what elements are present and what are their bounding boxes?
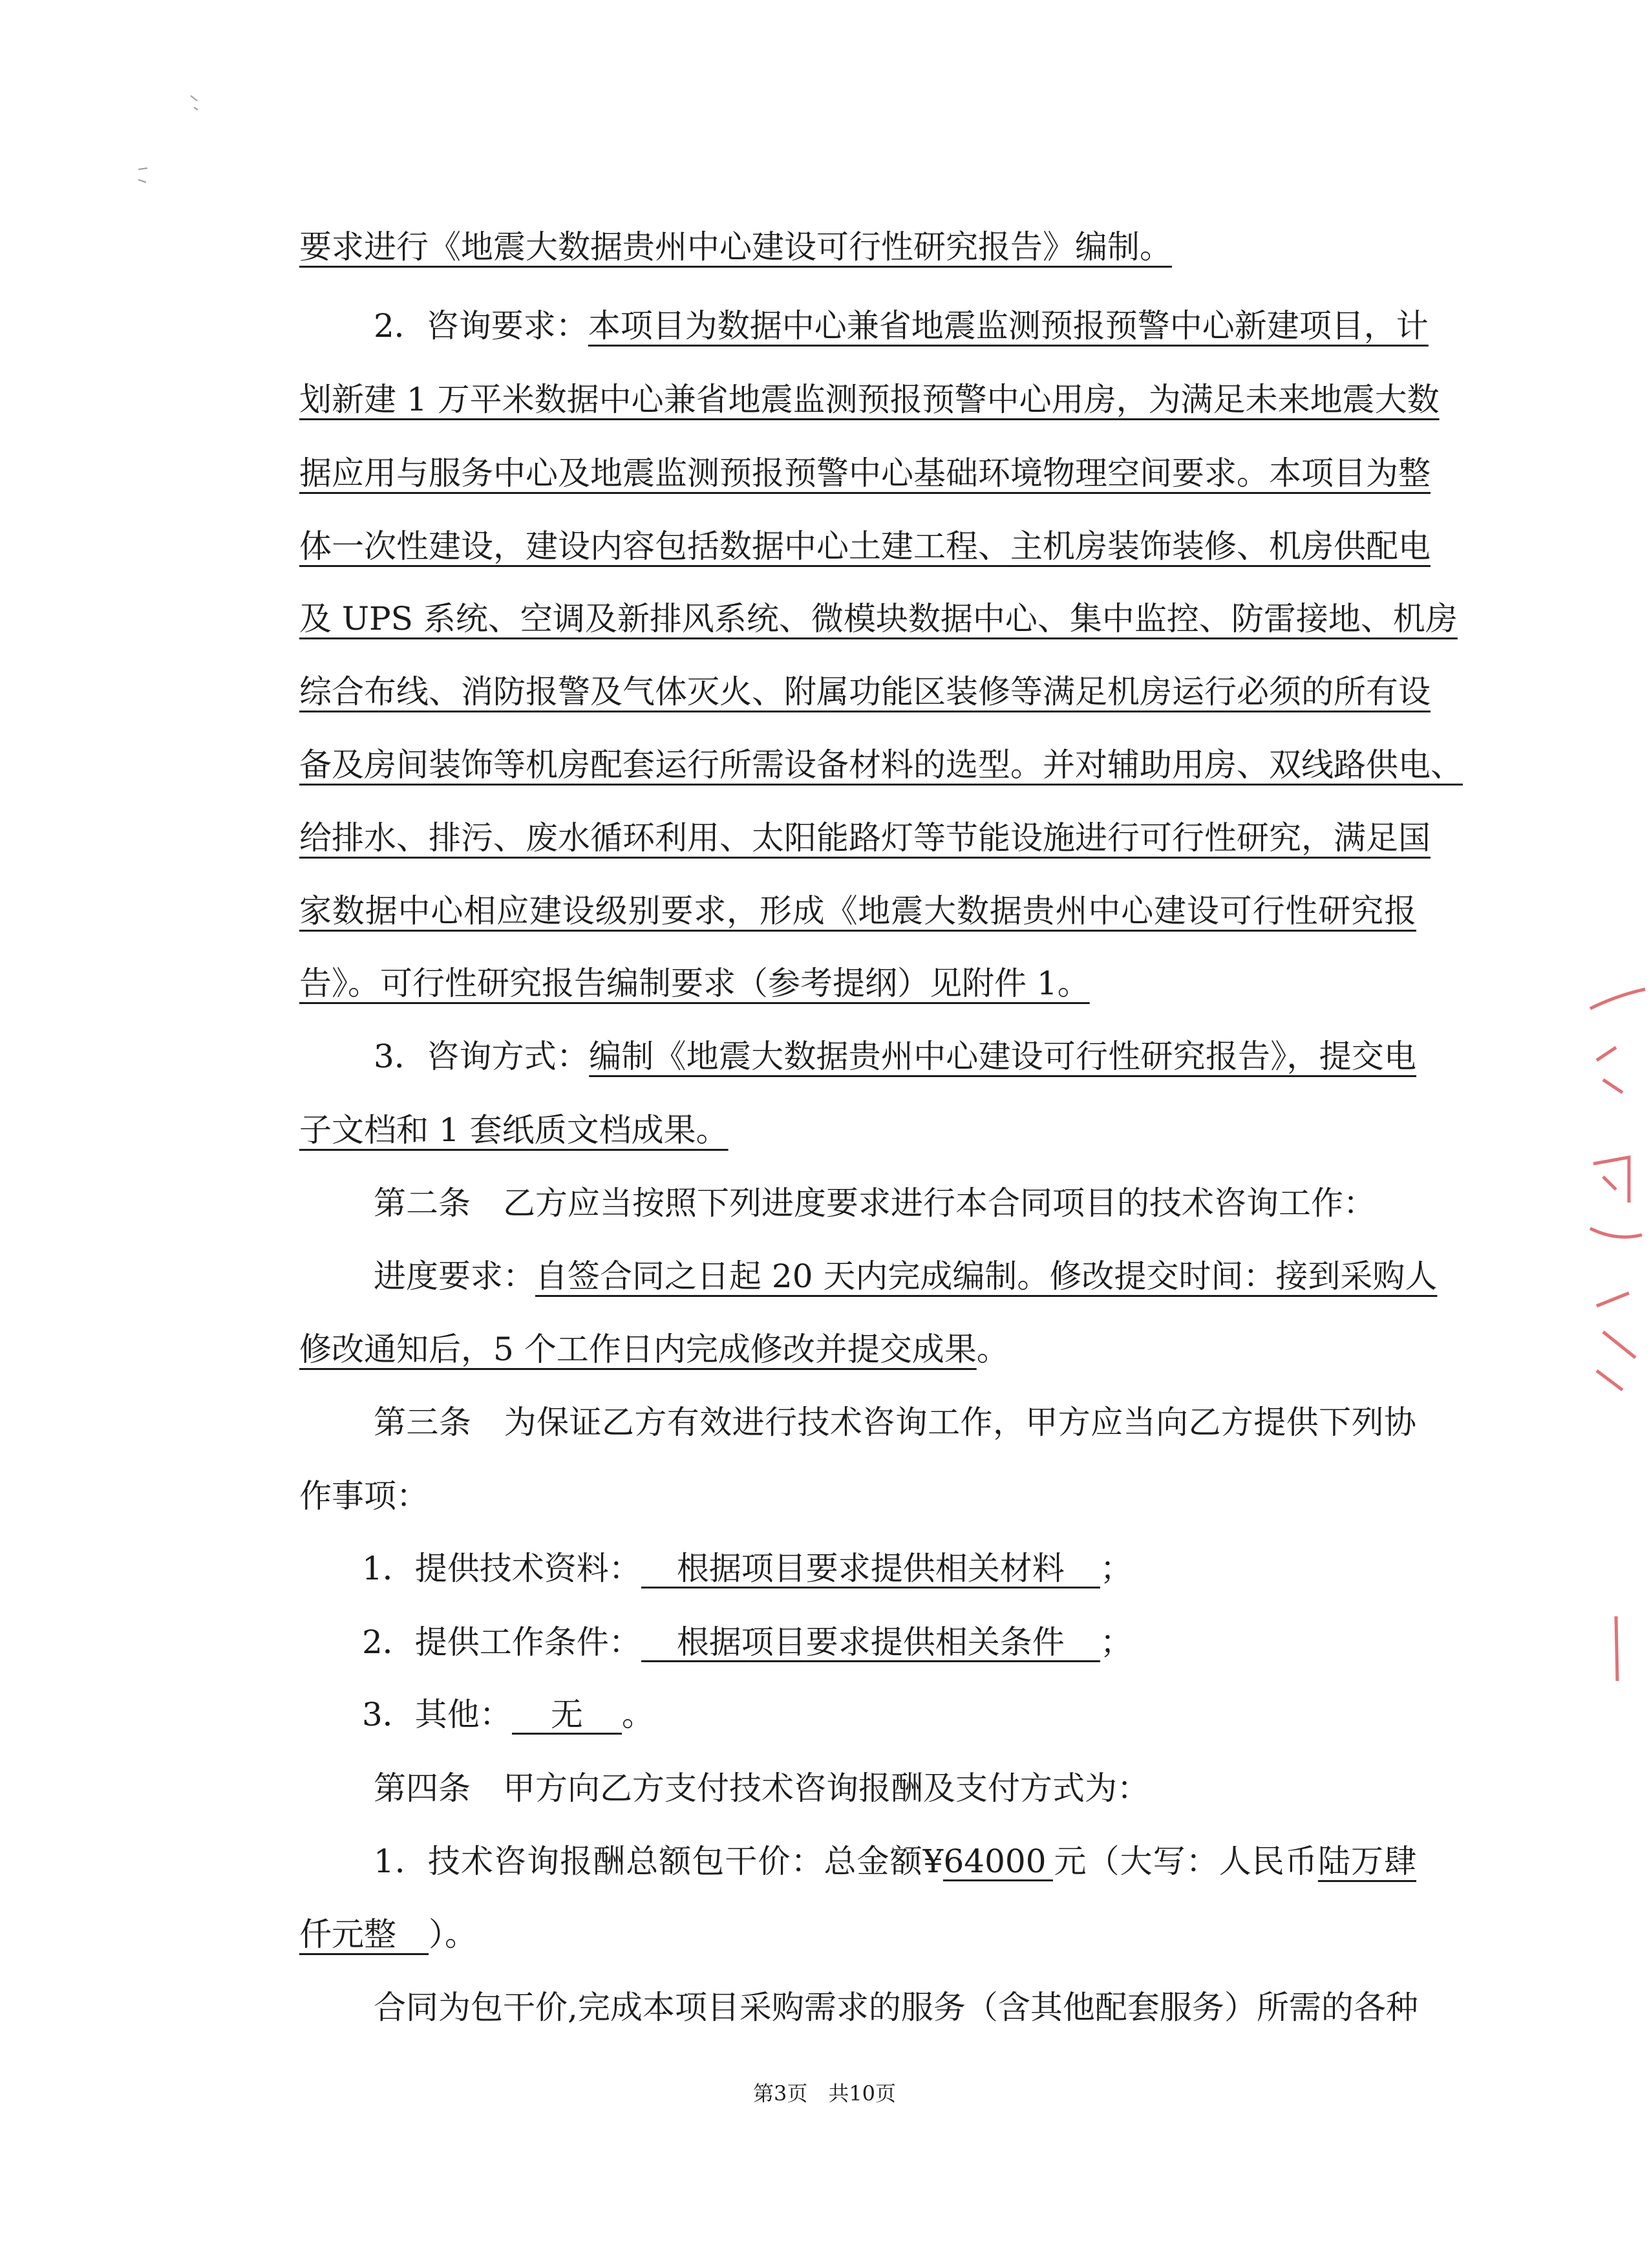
article-2-heading: 第二条 乙方应当按照下列进度要求进行本合同项目的技术咨询工作： [374, 1184, 1376, 1222]
paragraph-line-06: 及 UPS 系统、空调及新排风系统、微模块数据中心、集中监控、防雷接地、机房 [299, 600, 1458, 637]
red-seal-stamp-edge [1577, 970, 1649, 1746]
paragraph-line-03: 划新建 1 万平米数据中心兼省地震监测预报预警中心用房，为满足未来地震大数 [299, 381, 1440, 418]
paragraph-line-23: 1．技术咨询报酬总额包干价：总金额¥64000 元（大写：人民币陆万肆 [374, 1843, 1417, 1880]
item-technical-materials: 1．提供技术资料： 根据项目要求提供相关材料 ； [362, 1550, 1133, 1587]
paragraph-line-11: 告》。可行性研究报告编制要求（参考提纲）见附件 1。 [299, 965, 1090, 1002]
paragraph-line-04: 据应用与服务中心及地震监测预报预警中心基础环境物理空间要求。本项目为整 [299, 455, 1431, 492]
article-3-heading: 第三条 为保证乙方有效进行技术咨询工作，甲方应当向乙方提供下列协 [374, 1404, 1416, 1441]
paragraph-line-05: 体一次性建设，建设内容包括数据中心土建工程、主机房装饰装修、机房供配电 [299, 528, 1431, 565]
paragraph-line-13: 子文档和 1 套纸质文档成果。 [299, 1111, 729, 1149]
item-other: 3．其他： 无 。 [362, 1696, 654, 1733]
paragraph-line-16: 修改通知后，5 个工作日内完成修改并提交成果。 [299, 1331, 1009, 1368]
item-working-conditions: 2．提供工作条件： 根据项目要求提供相关条件 ； [362, 1623, 1133, 1661]
paragraph-line-02: 2．咨询要求：本项目为数据中心兼省地震监测预报预警中心新建项目，计 [374, 307, 1429, 345]
paragraph-line-24: 仟元整 ）。 [299, 1916, 477, 1953]
paragraph-line-01: 要求进行《地震大数据贵州中心建设可行性研究报告》编制。 [299, 228, 1172, 266]
paragraph-line-15: 进度要求：自签合同之日起 20 天内完成编制。修改提交时间：接到采购人 [374, 1257, 1438, 1295]
paragraph-line-10: 家数据中心相应建设级别要求，形成《地震大数据贵州中心建设可行性研究报 [299, 892, 1416, 930]
paragraph-line-09: 给排水、排污、废水循环利用、太阳能路灯等节能设施进行可行性研究，满足国 [299, 819, 1431, 857]
paragraph-line-12: 3．咨询方式：编制《地震大数据贵州中心建设可行性研究报告》，提交电 [374, 1038, 1417, 1075]
paragraph-line-25: 合同为包干价,完成本项目采购需求的服务（含其他配套服务）所需的各种 [374, 1989, 1418, 2026]
paragraph-line-08: 备及房间装饰等机房配套运行所需设备材料的选型。并对辅助用房、双线路供电、 [299, 746, 1463, 784]
paragraph-line-18: 作事项： [299, 1477, 429, 1515]
page-number-footer: 第3页 共10页 [752, 2081, 897, 2106]
paragraph-line-07: 综合布线、消防报警及气体灭火、附属功能区装修等满足机房运行必须的所有设 [299, 673, 1431, 711]
article-4-heading: 第四条 甲方向乙方支付技术咨询报酬及支付方式为： [374, 1770, 1149, 1807]
